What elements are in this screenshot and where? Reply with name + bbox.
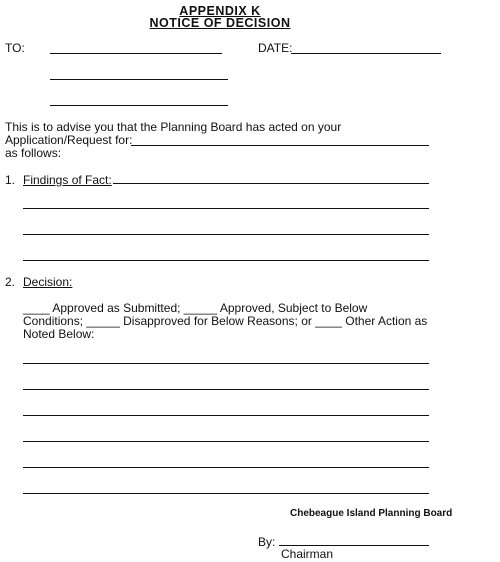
section2-title: Decision: (23, 275, 73, 289)
date-label: DATE: (258, 41, 293, 55)
blank-other-action: ____ (315, 314, 342, 328)
decision-line-3 (23, 415, 429, 416)
findings-line-2 (23, 208, 429, 209)
findings-line-1 (113, 183, 429, 184)
signer-title: Chairman (281, 547, 334, 561)
to-line-1 (50, 53, 222, 54)
decision-line-5 (23, 467, 429, 468)
section1-number: 1. (5, 173, 16, 187)
section1-title: Findings of Fact: (23, 173, 112, 187)
blank-approved-as-submitted: ____ (23, 301, 50, 315)
intro-line-1: This is to advise you that the Planning Board has acted on your (5, 120, 342, 134)
by-label: By: (258, 535, 276, 549)
option-other-action: Other Action as (345, 314, 428, 328)
appendix-title: APPENDIX K (179, 4, 261, 18)
blank-disapproved: _____ (86, 314, 120, 328)
board-name: Chebeague Island Planning Board (290, 508, 453, 519)
findings-line-4 (23, 260, 429, 261)
decision-line-2 (23, 389, 429, 390)
decision-line-6 (23, 493, 429, 494)
blank-approved-subject: _____ (183, 301, 218, 315)
to-line-2 (50, 79, 228, 80)
section2-number: 2. (5, 275, 16, 289)
signature-line (279, 545, 429, 546)
option-conditions: Conditions; (23, 314, 84, 328)
findings-line-3 (23, 234, 429, 235)
decision-line-1 (23, 363, 429, 364)
option-approved-as-submitted: Approved as Submitted; (52, 301, 181, 315)
noted-below: Noted Below: (23, 327, 95, 341)
decision-line-4 (23, 441, 429, 442)
to-line-3 (50, 105, 228, 106)
option-disapproved: Disapproved for Below Reasons; or (123, 314, 312, 328)
application-line (131, 145, 429, 146)
intro-line-3: as follows: (5, 146, 62, 160)
date-line (291, 53, 441, 54)
notice-title: NOTICE OF DECISION (149, 16, 291, 30)
to-label: TO: (5, 41, 25, 55)
option-approved-subject: Approved, Subject to Below (219, 301, 368, 315)
intro-line-2: Application/Request for: (5, 133, 133, 147)
